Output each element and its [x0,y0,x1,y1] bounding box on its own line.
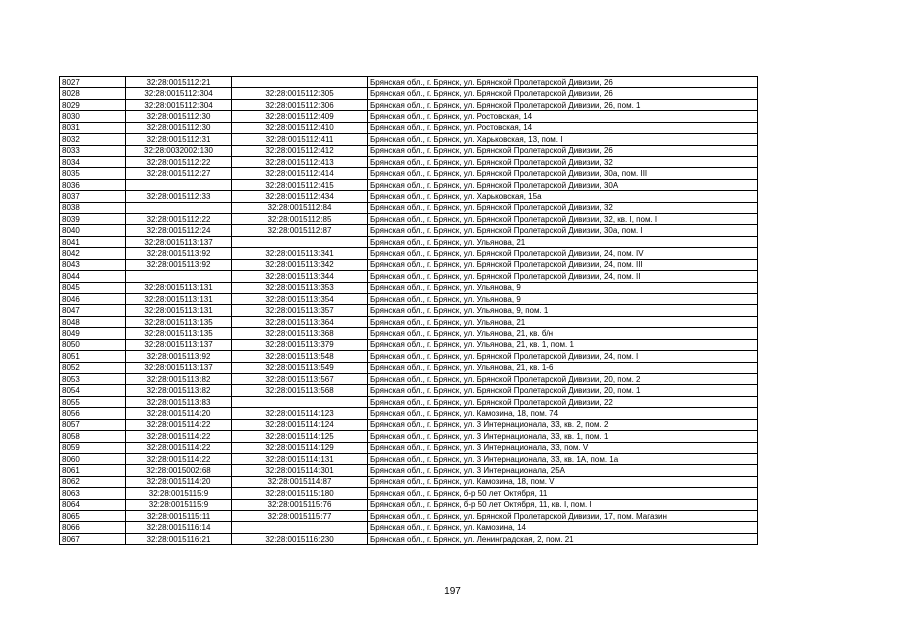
row-number-cell: 8052 [60,362,126,373]
object-cadastral-number-cell: 32:28:0015114:123 [232,408,368,419]
table-row [60,362,758,373]
row-number-cell: 8050 [60,339,126,350]
cadastre-table-body [60,77,758,545]
address-cell: Брянская обл., г. Брянск, ул. Брянской Пролетарской Дивизии, 32, кв. I, пом. I [368,214,758,225]
address-cell: Брянская обл., г. Брянск, ул. Брянской Пролетарской Дивизии, 26 [368,77,758,88]
land-plot-cadastral-number-cell: 32:28:0015113:135 [126,316,232,327]
object-cadastral-number-cell: 32:28:0015113:567 [232,373,368,384]
address-cell: Брянская обл., г. Брянск, ул. 3 Интернационала, 33, кв. 1А, пом. 1а [368,453,758,464]
address-cell: Брянская обл., г. Брянск, ул. Брянской Пролетарской Дивизии, 26 [368,145,758,156]
address-cell: Брянская обл., г. Брянск, ул. Ульянова, 21 [368,236,758,247]
table-row [60,191,758,202]
table-row [60,476,758,487]
object-cadastral-number-cell: 32:28:0015113:341 [232,248,368,259]
table-row [60,316,758,327]
object-cadastral-number-cell: 32:28:0015113:364 [232,316,368,327]
row-number-cell: 8059 [60,442,126,453]
address-cell: Брянская обл., г. Брянск, ул. Ульянова, 21, кв. 1, пом. 1 [368,339,758,350]
table-row [60,214,758,225]
table-row [60,385,758,396]
land-plot-cadastral-number-cell: 32:28:0015113:92 [126,259,232,270]
address-cell: Брянская обл., г. Брянск, ул. Брянской Пролетарской Дивизии, 32 [368,202,758,213]
row-number-cell: 8047 [60,305,126,316]
row-number-cell: 8054 [60,385,126,396]
land-plot-cadastral-number-cell: 32:28:0015112:304 [126,99,232,110]
row-number-cell: 8029 [60,99,126,110]
object-cadastral-number-cell: 32:28:0015113:342 [232,259,368,270]
land-plot-cadastral-number-cell: 32:28:0015113:137 [126,362,232,373]
table-row [60,373,758,384]
address-cell: Брянская обл., г. Брянск, ул. Ульянова, 9 [368,282,758,293]
land-plot-cadastral-number-cell: 32:28:0015114:20 [126,408,232,419]
table-row [60,99,758,110]
table-row [60,431,758,442]
address-cell: Брянская обл., г. Брянск, ул. Харьковская, 15а [368,191,758,202]
address-cell: Брянская обл., г. Брянск, ул. Харьковская, 13, пом. I [368,134,758,145]
table-row [60,294,758,305]
object-cadastral-number-cell: 32:28:0015113:354 [232,294,368,305]
cadastre-table-container [59,76,758,545]
address-cell: Брянская обл., г. Брянск, ул. Ульянова, 21, кв. 1-6 [368,362,758,373]
land-plot-cadastral-number-cell: 32:28:0015114:22 [126,419,232,430]
land-plot-cadastral-number-cell: 32:28:0015113:137 [126,236,232,247]
row-number-cell: 8051 [60,351,126,362]
object-cadastral-number-cell: 32:28:0015112:411 [232,134,368,145]
address-cell: Брянская обл., г. Брянск, ул. 3 Интернационала, 33, кв. 2, пом. 2 [368,419,758,430]
object-cadastral-number-cell: 32:28:0015112:305 [232,88,368,99]
table-row [60,339,758,350]
address-cell: Брянская обл., г. Брянск, ул. Брянской Пролетарской Дивизии, 30а, пом. III [368,168,758,179]
land-plot-cadastral-number-cell: 32:28:0015114:20 [126,476,232,487]
row-number-cell: 8063 [60,488,126,499]
row-number-cell: 8035 [60,168,126,179]
row-number-cell: 8064 [60,499,126,510]
land-plot-cadastral-number-cell: 32:28:0015114:22 [126,442,232,453]
row-number-cell: 8028 [60,88,126,99]
land-plot-cadastral-number-cell: 32:28:0015112:22 [126,214,232,225]
row-number-cell: 8039 [60,214,126,225]
table-row [60,419,758,430]
address-cell: Брянская обл., г. Брянск, ул. Брянской Пролетарской Дивизии, 20, пом. 2 [368,373,758,384]
object-cadastral-number-cell: 32:28:0015112:413 [232,156,368,167]
land-plot-cadastral-number-cell: 32:28:0015112:27 [126,168,232,179]
table-row [60,111,758,122]
land-plot-cadastral-number-cell: 32:28:0015115:9 [126,488,232,499]
row-number-cell: 8041 [60,236,126,247]
row-number-cell: 8044 [60,271,126,282]
row-number-cell: 8031 [60,122,126,133]
land-plot-cadastral-number-cell [126,271,232,282]
table-row [60,453,758,464]
row-number-cell: 8030 [60,111,126,122]
row-number-cell: 8043 [60,259,126,270]
row-number-cell: 8055 [60,396,126,407]
table-row [60,248,758,259]
land-plot-cadastral-number-cell: 32:28:0015113:131 [126,294,232,305]
land-plot-cadastral-number-cell: 32:28:0015112:31 [126,134,232,145]
row-number-cell: 8048 [60,316,126,327]
table-row [60,179,758,190]
object-cadastral-number-cell [232,522,368,533]
object-cadastral-number-cell: 32:28:0015113:368 [232,328,368,339]
address-cell: Брянская обл., г. Брянск, б-р 50 лет Октября, 11 [368,488,758,499]
object-cadastral-number-cell: 32:28:0015112:412 [232,145,368,156]
address-cell: Брянская обл., г. Брянск, ул. Ульянова, 21 [368,316,758,327]
address-cell: Брянская обл., г. Брянск, ул. Брянской Пролетарской Дивизии, 22 [368,396,758,407]
address-cell: Брянская обл., г. Брянск, ул. Брянской Пролетарской Дивизии, 32 [368,156,758,167]
row-number-cell: 8040 [60,225,126,236]
row-number-cell: 8049 [60,328,126,339]
object-cadastral-number-cell: 32:28:0015112:84 [232,202,368,213]
table-row [60,305,758,316]
land-plot-cadastral-number-cell: 32:28:0015113:82 [126,373,232,384]
table-row [60,442,758,453]
address-cell: Брянская обл., г. Брянск, ул. 3 Интернационала, 25А [368,465,758,476]
land-plot-cadastral-number-cell: 32:28:0015116:14 [126,522,232,533]
address-cell: Брянская обл., г. Брянск, ул. Ульянова, 9, пом. 1 [368,305,758,316]
address-cell: Брянская обл., г. Брянск, ул. Брянской Пролетарской Дивизии, 26 [368,88,758,99]
table-row [60,225,758,236]
table-row [60,282,758,293]
land-plot-cadastral-number-cell: 32:28:0032002:130 [126,145,232,156]
address-cell: Брянская обл., г. Брянск, ул. Брянской Пролетарской Дивизии, 24, пом. III [368,259,758,270]
object-cadastral-number-cell: 32:28:0015114:131 [232,453,368,464]
address-cell: Брянская обл., г. Брянск, ул. Брянской Пролетарской Дивизии, 30А [368,179,758,190]
row-number-cell: 8058 [60,431,126,442]
land-plot-cadastral-number-cell: 32:28:0015114:22 [126,431,232,442]
row-number-cell: 8056 [60,408,126,419]
land-plot-cadastral-number-cell: 32:28:0015113:92 [126,248,232,259]
row-number-cell: 8036 [60,179,126,190]
table-row [60,122,758,133]
table-row [60,202,758,213]
object-cadastral-number-cell: 32:28:0015112:414 [232,168,368,179]
object-cadastral-number-cell: 32:28:0015113:548 [232,351,368,362]
address-cell: Брянская обл., г. Брянск, ул. Брянской Пролетарской Дивизии, 24, пом. II [368,271,758,282]
row-number-cell: 8061 [60,465,126,476]
row-number-cell: 8037 [60,191,126,202]
object-cadastral-number-cell: 32:28:0015113:379 [232,339,368,350]
address-cell: Брянская обл., г. Брянск, ул. Ростовская, 14 [368,122,758,133]
object-cadastral-number-cell: 32:28:0015114:129 [232,442,368,453]
row-number-cell: 8046 [60,294,126,305]
object-cadastral-number-cell [232,77,368,88]
object-cadastral-number-cell [232,236,368,247]
land-plot-cadastral-number-cell: 32:28:0015115:11 [126,511,232,522]
row-number-cell: 8042 [60,248,126,259]
object-cadastral-number-cell: 32:28:0015113:549 [232,362,368,373]
object-cadastral-number-cell: 32:28:0015114:87 [232,476,368,487]
page-number: 197 [444,586,461,597]
address-cell: Брянская обл., г. Брянск, ул. Брянской Пролетарской Дивизии, 24, пом. IV [368,248,758,259]
table-row [60,134,758,145]
land-plot-cadastral-number-cell: 32:28:0015112:33 [126,191,232,202]
object-cadastral-number-cell: 32:28:0015112:410 [232,122,368,133]
land-plot-cadastral-number-cell: 32:28:0015113:82 [126,385,232,396]
row-number-cell: 8062 [60,476,126,487]
land-plot-cadastral-number-cell: 32:28:0015112:30 [126,111,232,122]
object-cadastral-number-cell: 32:28:0015114:301 [232,465,368,476]
table-row [60,88,758,99]
table-row [60,465,758,476]
table-row [60,168,758,179]
address-cell: Брянская обл., г. Брянск, ул. Брянской Пролетарской Дивизии, 17, пом. Магазин [368,511,758,522]
table-row [60,77,758,88]
table-row [60,488,758,499]
row-number-cell: 8057 [60,419,126,430]
row-number-cell: 8032 [60,134,126,145]
address-cell: Брянская обл., г. Брянск, ул. Ульянова, 21, кв. б/н [368,328,758,339]
object-cadastral-number-cell [232,396,368,407]
row-number-cell: 8060 [60,453,126,464]
object-cadastral-number-cell: 32:28:0015113:353 [232,282,368,293]
address-cell: Брянская обл., г. Брянск, ул. 3 Интернационала, 33, кв. 1, пом. 1 [368,431,758,442]
row-number-cell: 8027 [60,77,126,88]
row-number-cell: 8034 [60,156,126,167]
land-plot-cadastral-number-cell: 32:28:0015114:22 [126,453,232,464]
land-plot-cadastral-number-cell: 32:28:0015116:21 [126,533,232,544]
land-plot-cadastral-number-cell: 32:28:0015112:22 [126,156,232,167]
land-plot-cadastral-number-cell: 32:28:0015112:24 [126,225,232,236]
land-plot-cadastral-number-cell: 32:28:0015112:21 [126,77,232,88]
object-cadastral-number-cell: 32:28:0015116:230 [232,533,368,544]
table-row [60,408,758,419]
object-cadastral-number-cell: 32:28:0015112:409 [232,111,368,122]
land-plot-cadastral-number-cell: 32:28:0015112:304 [126,88,232,99]
land-plot-cadastral-number-cell: 32:28:0015115:9 [126,499,232,510]
address-cell: Брянская обл., г. Брянск, ул. Камозина, 18, пом. 74 [368,408,758,419]
table-row [60,511,758,522]
row-number-cell: 8038 [60,202,126,213]
land-plot-cadastral-number-cell: 32:28:0015113:131 [126,282,232,293]
table-row [60,328,758,339]
land-plot-cadastral-number-cell: 32:28:0015112:30 [126,122,232,133]
land-plot-cadastral-number-cell: 32:28:0015113:131 [126,305,232,316]
table-row [60,351,758,362]
row-number-cell: 8067 [60,533,126,544]
object-cadastral-number-cell: 32:28:0015115:76 [232,499,368,510]
address-cell: Брянская обл., г. Брянск, ул. Брянской Пролетарской Дивизии, 20, пом. 1 [368,385,758,396]
address-cell: Брянская обл., г. Брянск, ул. Камозина, 18, пом. V [368,476,758,487]
object-cadastral-number-cell: 32:28:0015114:124 [232,419,368,430]
row-number-cell: 8053 [60,373,126,384]
address-cell: Брянская обл., г. Брянск, ул. 3 Интернационала, 33, пом. V [368,442,758,453]
table-row [60,271,758,282]
object-cadastral-number-cell: 32:28:0015115:180 [232,488,368,499]
address-cell: Брянская обл., г. Брянск, ул. Брянской Пролетарской Дивизии, 24, пом. I [368,351,758,362]
address-cell: Брянская обл., г. Брянск, ул. Брянской Пролетарской Дивизии, 30а, пом. I [368,225,758,236]
address-cell: Брянская обл., г. Брянск, ул. Ростовская, 14 [368,111,758,122]
object-cadastral-number-cell: 32:28:0015114:125 [232,431,368,442]
row-number-cell: 8033 [60,145,126,156]
land-plot-cadastral-number-cell [126,179,232,190]
object-cadastral-number-cell: 32:28:0015113:344 [232,271,368,282]
land-plot-cadastral-number-cell: 32:28:0015113:92 [126,351,232,362]
table-row [60,236,758,247]
object-cadastral-number-cell: 32:28:0015112:434 [232,191,368,202]
table-row [60,522,758,533]
object-cadastral-number-cell: 32:28:0015112:87 [232,225,368,236]
table-row [60,533,758,544]
address-cell: Брянская обл., г. Брянск, ул. Ленинградская, 2, пом. 21 [368,533,758,544]
land-plot-cadastral-number-cell: 32:28:0015113:135 [126,328,232,339]
row-number-cell: 8045 [60,282,126,293]
address-cell: Брянская обл., г. Брянск, ул. Камозина, 14 [368,522,758,533]
address-cell: Брянская обл., г. Брянск, ул. Брянской Пролетарской Дивизии, 26, пом. 1 [368,99,758,110]
object-cadastral-number-cell: 32:28:0015113:357 [232,305,368,316]
object-cadastral-number-cell: 32:28:0015112:85 [232,214,368,225]
row-number-cell: 8066 [60,522,126,533]
address-cell: Брянская обл., г. Брянск, б-р 50 лет Октября, 11, кв. I, пом. I [368,499,758,510]
object-cadastral-number-cell: 32:28:0015113:568 [232,385,368,396]
table-row [60,259,758,270]
object-cadastral-number-cell: 32:28:0015115:77 [232,511,368,522]
land-plot-cadastral-number-cell: 32:28:0015002:68 [126,465,232,476]
object-cadastral-number-cell: 32:28:0015112:415 [232,179,368,190]
land-plot-cadastral-number-cell: 32:28:0015113:137 [126,339,232,350]
table-row [60,396,758,407]
object-cadastral-number-cell: 32:28:0015112:306 [232,99,368,110]
land-plot-cadastral-number-cell [126,202,232,213]
table-row [60,499,758,510]
address-cell: Брянская обл., г. Брянск, ул. Ульянова, 9 [368,294,758,305]
land-plot-cadastral-number-cell: 32:28:0015113:83 [126,396,232,407]
cadastre-table [59,76,758,545]
table-row [60,156,758,167]
row-number-cell: 8065 [60,511,126,522]
table-row [60,145,758,156]
